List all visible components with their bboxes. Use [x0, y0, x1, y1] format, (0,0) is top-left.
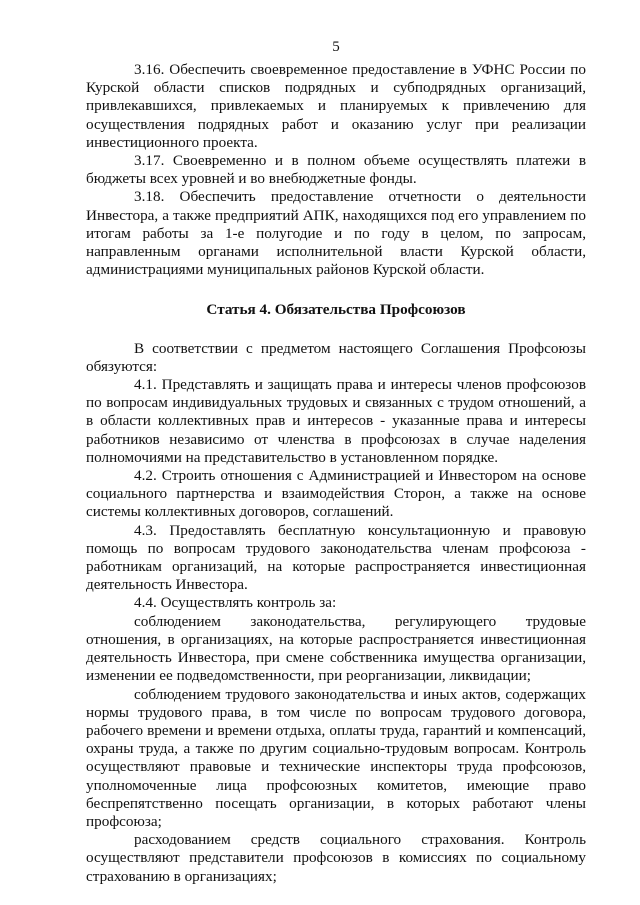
paragraph-3-16: 3.16. Обеспечить своевременное предоставление в УФНС России по Курской области списков подрядных и субподрядных организаций, привлекавшихся, привлекаемых и планируемых к привлечению для осуществления подрядных работ и оказанию услуг при реализации инвестиционного проекта.	[86, 61, 586, 151]
paragraph-intro: В соответствии с предметом настоящего Соглашения Профсоюзы обязуются:	[86, 339, 586, 375]
page-number: 5	[332, 39, 340, 55]
paragraph-3-17: 3.17. Своевременно и в полном объеме осуществлять платежи в бюджеты всех уровней и во внебюджетные фонды.	[86, 152, 586, 188]
paragraph-3-18: 3.18. Обеспечить предоставление отчетности о деятельности Инвестора, а также предприятий АПК, находящихся под его управлением по итогам работы за 1-е полугодие и по году в целом, по запросам, направленным органами исполнительной власти Курской области, администрациями муниципальных районов Курской области.	[86, 188, 586, 279]
document-body	[86, 61, 586, 886]
paragraph-4-3: 4.3. Предоставлять бесплатную консультационную и правовую помощь по вопросам трудового законодательства членам профсоюза - работникам организаций, на которые распространяется инвестиционная деятельность Инвестора.	[86, 521, 586, 594]
paragraph-4-2: 4.2. Строить отношения с Администрацией и Инвестором на основе социального партнерства и взаимодействия Сторон, а также на основе системы коллективных договоров, соглашений.	[86, 467, 586, 521]
paragraph-4-4: 4.4. Осуществлять контроль за:	[134, 594, 337, 612]
paragraph-4-1: 4.1. Представлять и защищать права и интересы членов профсоюзов по вопросам индивидуальных трудовых и связанных с трудом отношений, а в области коллективных прав и интересов - указанные права и интересы работников независимо от членства в профсоюзах в случае наделения полномочиями на представительство в установленном порядке.	[86, 376, 586, 466]
article-4-heading: Статья 4. Обязательства Профсоюзов	[206, 301, 466, 319]
paragraph-control-social-insurance: расходованием средств социального страхования. Контроль осуществляют представители профсоюзов в комиссиях по социальному страхованию в организациях;	[86, 831, 586, 885]
paragraph-control-legislation: соблюдением законодательства, регулирующего трудовые отношения, в организациях, на которые распространяется инвестиционная деятельность Инвестора, при смене собственника имущества организации, изменении ее подведомственности, при реорганизации, ликвидации;	[86, 612, 586, 685]
paragraph-control-labor-law: соблюдением трудового законодательства и иных актов, содержащих нормы трудового права, в том числе по вопросам трудового договора, рабочего времени и времени отдыха, оплаты труда, гарантий и компенсаций, охраны труда, а также по другим социально-трудовым вопросам. Контроль осуществляют правовые и технические инспекторы труда профсоюзов, уполномоченные лица профсоюзных комитетов, имеющие право беспрепятственно посещать организации, в которых работают члены профсоюза;	[86, 685, 586, 830]
